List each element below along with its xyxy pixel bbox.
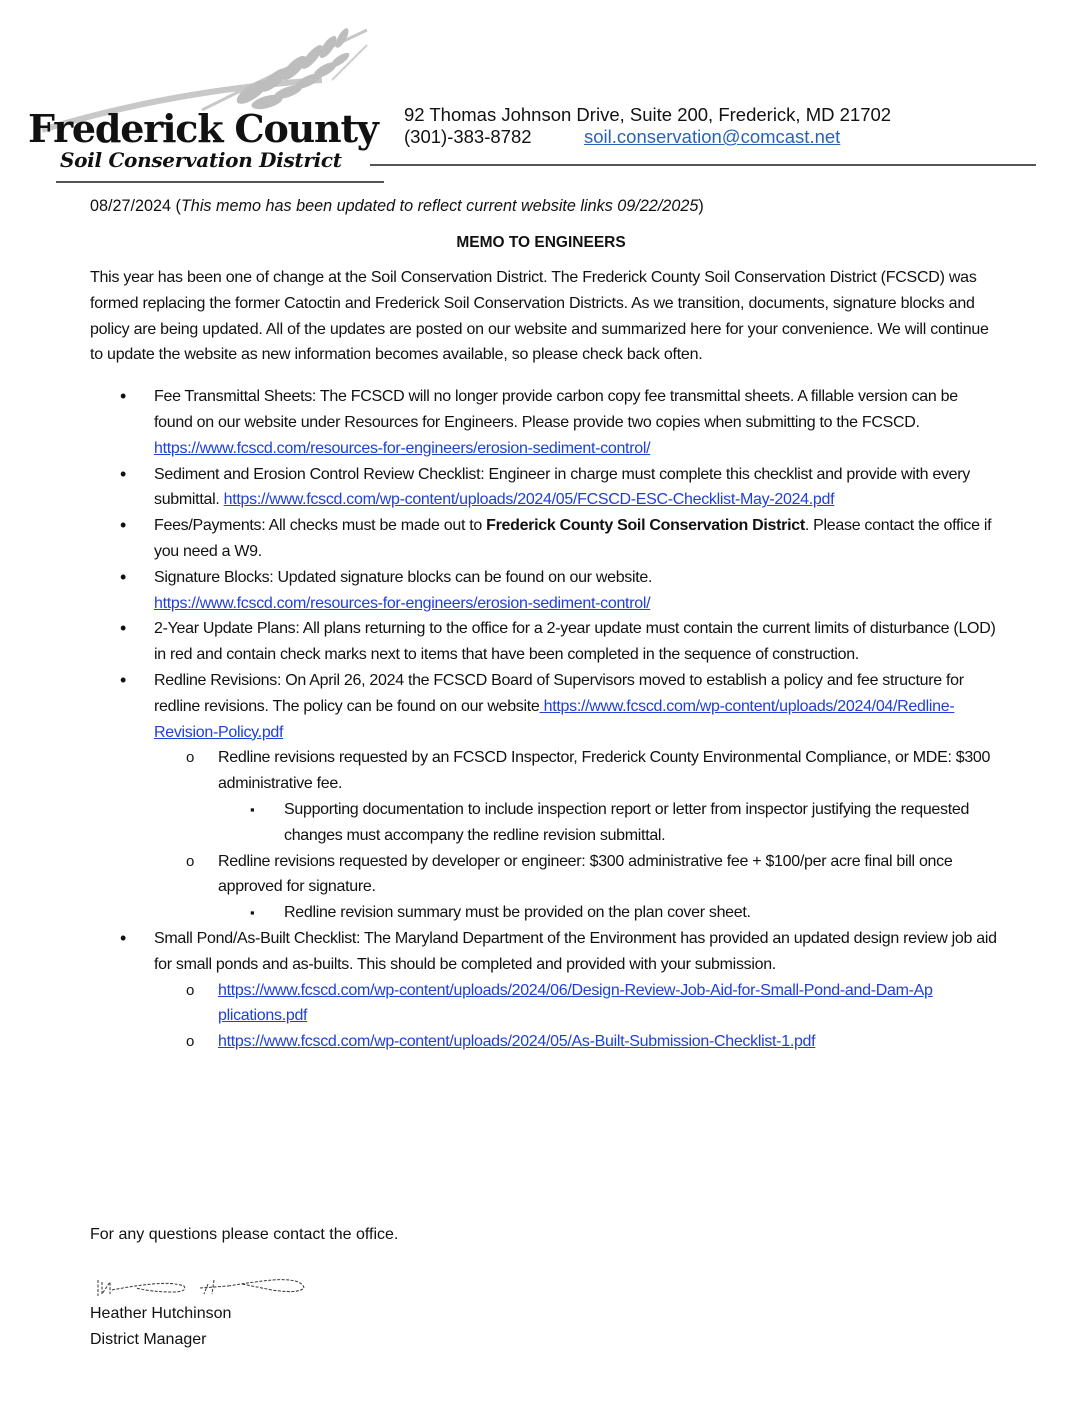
item-text: 2-Year Update Plans: All plans returning to the office for a 2-year update must contain the current limits of disturbance (LOD) in red and contain check marks next to items that have been completed in the sequence of construction.: [154, 620, 996, 664]
address: 92 Thomas Johnson Drive, Suite 200, Frederick, MD 21702: [404, 104, 892, 125]
developer-subitems: [218, 900, 1000, 926]
esc-checklist-link[interactable]: https://www.fcscd.com/wp-content/uploads/2024/05/FCSCD-ESC-Checklist-May-2024.pdf: [223, 491, 835, 509]
phone-number: (301)-383-8782: [404, 126, 532, 147]
list-item-esc-checklist: [90, 462, 1000, 514]
list-item-redline-revisions: [90, 668, 1000, 926]
intro-paragraph: This year has been one of change at the Soil Conservation District. The Frederick County Soil Conservation District (FCSCD) was formed replacing the former Catoctin and Frederick Soil Conservation Districts. As we transition, documents, signature blocks and policy are being updated. All of the updates are posted on our website and summarized here for your convenience. We will continue to update the website as new information becomes available, so please check back often.: [90, 269, 989, 364]
date-line: 08/27/2024 (This memo has been updated to reflect current website links 09/22/2025): [90, 197, 704, 215]
memo-date: 08/27/2024: [90, 197, 172, 215]
closing-line: For any questions please contact the office.: [90, 1226, 399, 1243]
sub-item-developer-requested: [154, 849, 1000, 926]
redline-subitems: [154, 745, 1000, 926]
payee-name: Frederick County Soil Conservation District: [486, 517, 805, 535]
redline-policy-link[interactable]: https://www.fcscd.com/wp-content/uploads/2024/04/Redline-Revision-Policy.pdf: [154, 697, 955, 741]
item-text: Redline Revisions: On April 26, 2024 the FCSCD Board of Supervisors moved to establish a policy and fee structure for redline revisions. The policy can be found on our website: [154, 671, 964, 715]
memo-items-list: [90, 384, 1000, 1055]
list-item-fee-transmittal: [90, 384, 1000, 461]
item-text: • Signature Blocks: Updated signature blocks can be found on our website.: [154, 568, 653, 586]
item-text: Sediment and Erosion Control Review Checklist: Engineer in charge must complete this checklist and provide with every submittal.: [154, 465, 970, 509]
signature-icon: [92, 1266, 312, 1302]
sub-item-link: [154, 978, 1000, 1030]
as-built-checklist-link[interactable]: https://www.fcscd.com/wp-content/uploads/2024/05/As-Built-Submission-Checklist-1.pdf: [218, 1033, 816, 1051]
signature-blocks-link[interactable]: https://www.fcscd.com/resources-for-engineers/erosion-sediment-control/: [154, 594, 651, 612]
logo-divider: [56, 181, 384, 183]
logo-subtitle: Soil Conservation District: [60, 148, 342, 172]
item-text: o Redline revisions requested by an FCSCD Inspector, Frederick County Environmental Compliance, or MDE: $300 administrative fee.: [218, 749, 991, 793]
list-item-2-year-update: [90, 616, 1000, 668]
district-logo: [22, 20, 382, 170]
list-item-fees-payments: [90, 513, 1000, 565]
memo-title: MEMO TO ENGINEERS: [456, 234, 626, 251]
sub-sub-item: ▪ Supporting documentation to include inspection report or letter from inspector justifying the requested changes must accompany the redline revision submittal.: [218, 797, 1000, 849]
memo-body: [90, 193, 1000, 1055]
email-link[interactable]: soil.conservation@comcast.net: [584, 126, 841, 147]
small-pond-links: [154, 978, 1000, 1055]
signer-title: District Manager: [90, 1331, 207, 1348]
erosion-sediment-control-link[interactable]: https://www.fcscd.com/resources-for-engineers/erosion-sediment-control/: [154, 439, 651, 457]
logo-title: Frederick County: [28, 106, 378, 151]
item-text: Small Pond/As-Built Checklist: The Maryland Department of the Environment has provided an updated design review job aid for small ponds and as-builts. This should be completed and provided with your submission.: [154, 929, 997, 973]
signer-name: Heather Hutchinson: [90, 1305, 232, 1322]
sub-item-link: [154, 1029, 1000, 1055]
list-item-small-pond: [90, 926, 1000, 1055]
item-text: o Redline revisions requested by developer or engineer: $300 administrative fee + $100/per acre final bill once approved for signature.: [218, 852, 953, 896]
item-text: Fees/Payments: All checks must be made out to: [154, 517, 487, 535]
signer-block: [90, 1301, 231, 1353]
inspector-subitems: [218, 797, 1000, 849]
item-text: . Please contact the office if you need a W9.: [154, 517, 992, 560]
sub-sub-item: ▪ Redline revision summary must be provided on the plan cover sheet.: [218, 900, 1000, 926]
sub-item-inspector-requested: [154, 745, 1000, 848]
item-text: Fee Transmittal Sheets: The FCSCD will no longer provide carbon copy fee transmittal sheets. A fillable version can be found on our website under Resources for Engineers. Please provide two copies when submitting to the FCSCD.: [154, 388, 958, 431]
header-divider: [370, 164, 1036, 166]
design-review-job-aid-link[interactable]: https://www.fcscd.com/wp-content/uploads/2024/06/Design-Review-Job-Aid-for-Small-Pond-and-Dam-Applications.pdf: [218, 981, 933, 1025]
list-item-signature-blocks: [90, 565, 1000, 617]
update-note: This memo has been updated to reflect current website links 09/22/2025: [180, 197, 699, 215]
contact-info: [404, 104, 891, 148]
